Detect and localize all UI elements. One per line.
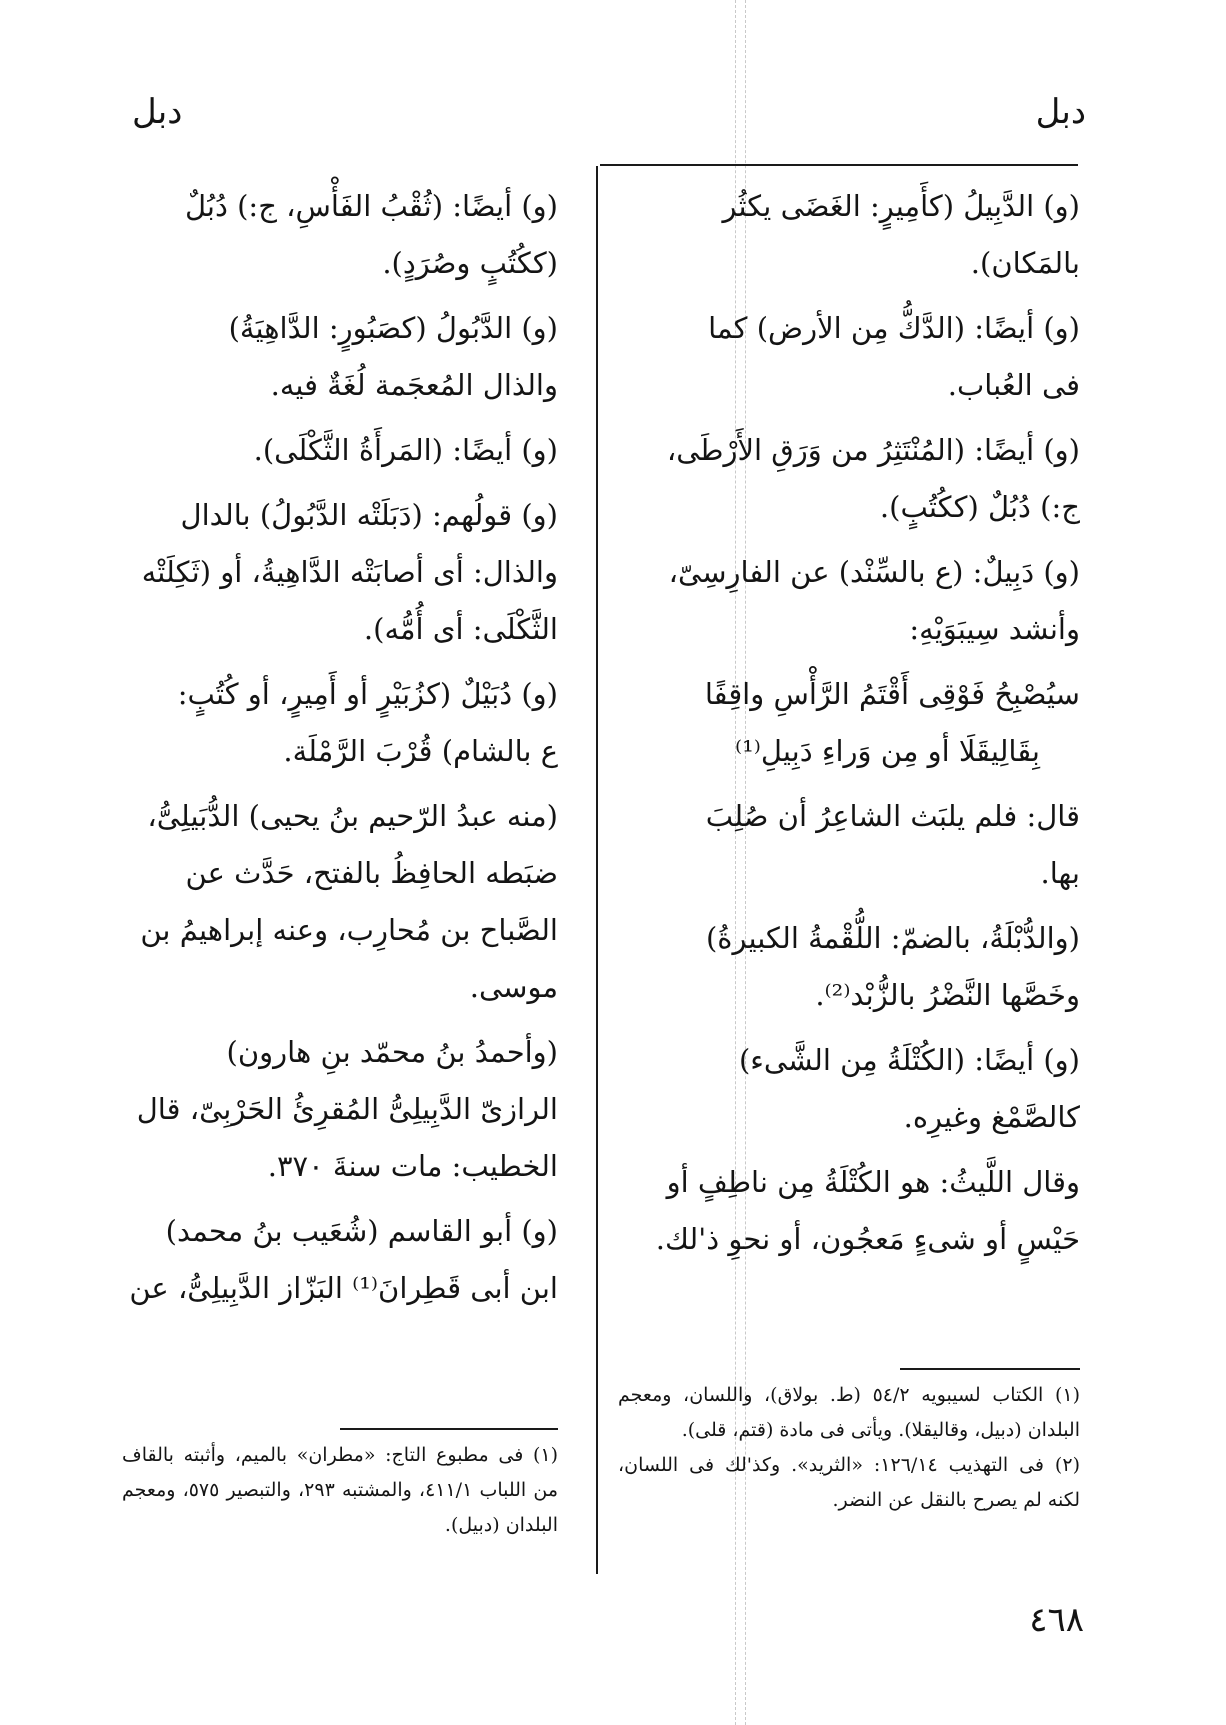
entry-line: وقال اللَّيثُ: هو الكُتْلَةُ مِن ناطِفٍ أو bbox=[666, 1165, 1080, 1199]
footnote: (١) الكتاب لسيبويه ٥٤/٢ (ط. بولاق)، واللسان، ومعجم البلدان (دبيل، وقاليقلا). ويأتى فى مادة (قتم، قلى). bbox=[618, 1384, 1080, 1441]
entry-line: (و) أيضًا: (الكُتْلَةُ مِن الشَّىء) bbox=[738, 1043, 1080, 1077]
poem-verse bbox=[618, 666, 1080, 780]
right-column bbox=[618, 178, 1080, 1276]
header-rule bbox=[600, 164, 1078, 166]
entry-line: الصَّباح بن مُحارِب، وعنه إبراهيمُ بن bbox=[140, 913, 558, 947]
entry-line: قال: فلم يلبَث الشاعِرُ أن صُلِبَ bbox=[705, 799, 1080, 833]
poem-line: بِقَالِيقَلَا أو مِن وَراءِ دَبِيلِ⁽¹⁾ bbox=[735, 734, 1040, 768]
footnotes-left bbox=[122, 1438, 558, 1543]
dictionary-entry bbox=[618, 788, 1080, 902]
running-header-right: دبل bbox=[1035, 92, 1086, 132]
footnote-rule-right bbox=[900, 1368, 1080, 1370]
dictionary-entry bbox=[122, 178, 558, 292]
entry-line: الخطيب: مات سنةَ ٣٧٠. bbox=[267, 1149, 558, 1183]
entry-line: الثَّكْلَى: أى أُمُّه). bbox=[363, 612, 558, 646]
footnote-rule-left bbox=[340, 1428, 558, 1430]
entry-line: ع بالشام) قُرْبَ الرَّمْلَة. bbox=[283, 734, 558, 768]
dictionary-entry bbox=[618, 300, 1080, 414]
entry-line: ابن أبى قَطِرانَ⁽¹⁾ البَزّاز الدَّبِيلِىُّ، عن bbox=[129, 1271, 558, 1305]
entry-line: الرازىّ الدَّبِيلِىُّ المُقرِئُ الحَرْبِىّ، قال bbox=[136, 1092, 558, 1126]
dictionary-entry bbox=[122, 422, 558, 479]
entry-line: موسى. bbox=[469, 970, 558, 1004]
entry-line: والذال: أى أصابَتْه الدَّاهِيةُ، أو (ثَكِلَتْه bbox=[141, 555, 558, 589]
entry-line: (ككُتُبٍ وصُرَدٍ). bbox=[382, 246, 558, 280]
entry-line: (و) قولُهم: (دَبَلَتْه الدَّبُولُ) بالدال bbox=[180, 498, 558, 532]
entry-line: (و) أيضًا: (المُنْتَثِرُ من وَرَقِ الأَرْطَى، bbox=[666, 433, 1080, 467]
left-column bbox=[122, 178, 558, 1325]
dictionary-entry bbox=[122, 1203, 558, 1317]
footnote: (٢) فى التهذيب ١٢٦/١٤: «الثريد». وكذ'لك فى اللسان، لكنه لم يصرح بالنقل عن النضر. bbox=[618, 1454, 1080, 1511]
dictionary-entry bbox=[618, 422, 1080, 536]
entry-line: فى العُباب. bbox=[947, 368, 1080, 402]
entry-line: (و) أيضًا: (الدَّكُّ مِن الأرض) كما bbox=[708, 311, 1080, 345]
entry-line: بالمَكان). bbox=[970, 246, 1080, 280]
running-header-left: دبل bbox=[132, 92, 183, 132]
entry-line: (و) أيضًا: (المَرأَةُ الثَّكْلَى). bbox=[253, 433, 558, 467]
dictionary-entry bbox=[122, 1024, 558, 1195]
entry-line: ج:) دُبُلٌ (ككُتُبٍ). bbox=[879, 490, 1080, 524]
dictionary-entry bbox=[618, 1154, 1080, 1268]
entry-line: ضبَطه الحافِظُ بالفتح، حَدَّث عن bbox=[185, 856, 558, 890]
entry-line: (وأحمدُ بنُ محمّد بنِ هارون) bbox=[226, 1035, 558, 1069]
entry-line: (و) الدَّبِيلُ (كأَمِيرٍ: الغَضَى يكثُر bbox=[722, 189, 1080, 223]
column-divider bbox=[596, 166, 598, 1574]
dictionary-entry bbox=[122, 666, 558, 780]
dictionary-entry bbox=[618, 178, 1080, 292]
footnote: (١) فى مطبوع التاج: «مطران» بالميم، وأثبته بالقاف من اللباب ٤١١/١، والمشتبه ٢٩٣، والتبصير ٥٧٥، ومعجم البلدان (دبيل). bbox=[122, 1444, 558, 1536]
entry-line: وأنشد سِيبَوَيْهِ: bbox=[909, 612, 1080, 646]
entry-line: كالصَّمْغ وغيرِه. bbox=[903, 1100, 1080, 1134]
dictionary-entry bbox=[122, 788, 558, 1016]
dictionary-entry bbox=[618, 544, 1080, 658]
entry-line: (منه عبدُ الرّحيم بنُ يحيى) الدُّبَيلِىُّ، bbox=[147, 799, 558, 833]
entry-line: (و) دُبَيْلٌ (كزُبَيْرٍ أو أَمِيرٍ، أو كُتُبٍ: bbox=[177, 677, 558, 711]
entry-line: (و) الدَّبُولُ (كصَبُورٍ: الدَّاهِيَةُ) bbox=[228, 311, 558, 345]
entry-line: بها. bbox=[1040, 856, 1080, 890]
dictionary-entry bbox=[618, 1032, 1080, 1146]
entry-line: (و) دَبِيلٌ: (ع بالسِّنْد) عن الفارِسِىّ، bbox=[668, 555, 1080, 589]
poem-line: سيُصْبِحُ فَوْقِى أَقْتَمُ الرَّأْسِ واقِفًا bbox=[704, 677, 1080, 711]
entry-line: وخَصَّها النَّضْرُ بالزُّبْد⁽²⁾. bbox=[815, 978, 1080, 1012]
entry-line: (و) أبو القاسم (شُعَيب بنُ محمد) bbox=[165, 1214, 558, 1248]
dictionary-entry bbox=[122, 300, 558, 414]
entry-line: (و) أيضًا: (ثُقْبُ الفَأْسِ، ج:) دُبُلٌ bbox=[184, 189, 558, 223]
entry-line: (والدُّبْلَةُ، بالضمّ: اللُّقْمةُ الكبيرةُ) bbox=[705, 921, 1080, 955]
page-number: ٤٦٨ bbox=[1029, 1600, 1084, 1640]
entry-line: حَيْسٍ أو شىءٍ مَعجُون، أو نحوِ ذ'لك. bbox=[655, 1222, 1080, 1256]
dictionary-entry bbox=[618, 910, 1080, 1024]
dictionary-entry bbox=[122, 487, 558, 658]
entry-line: والذال المُعجَمة لُغَةٌ فيه. bbox=[270, 368, 558, 402]
footnotes-right bbox=[618, 1378, 1080, 1518]
